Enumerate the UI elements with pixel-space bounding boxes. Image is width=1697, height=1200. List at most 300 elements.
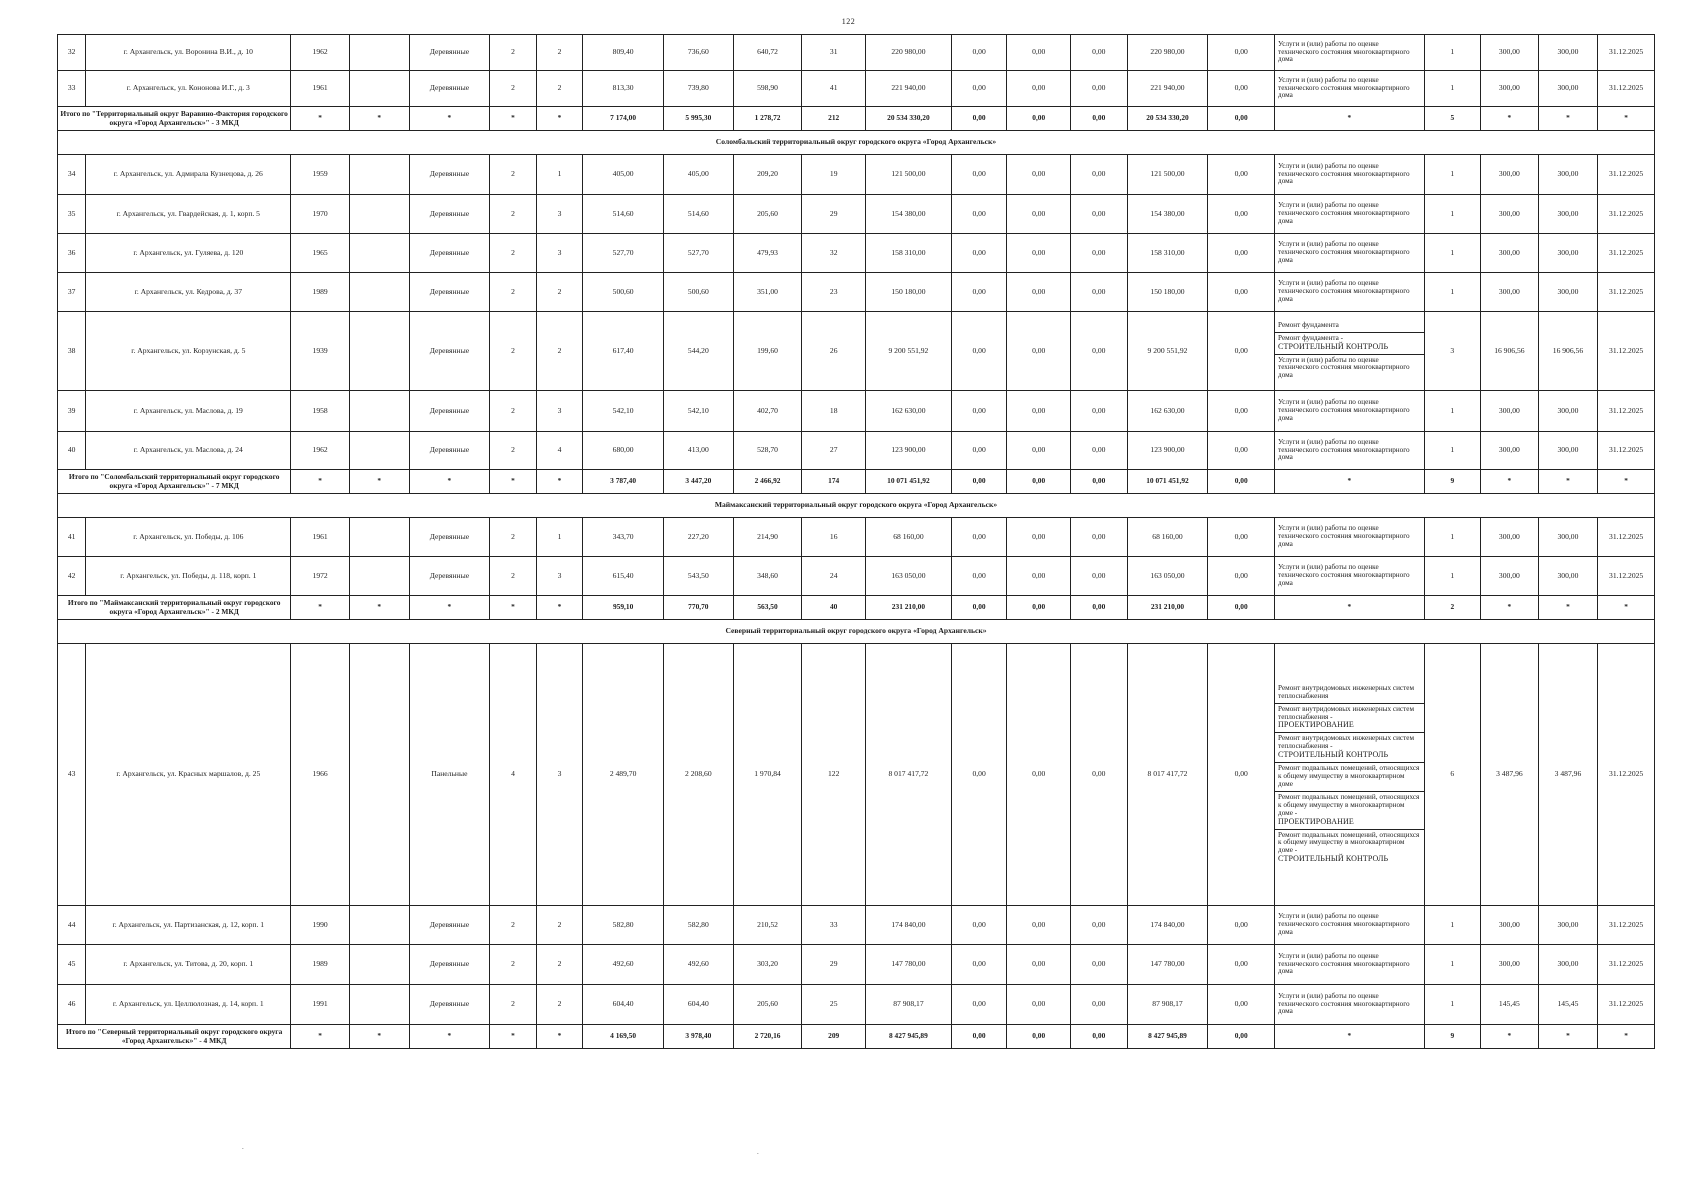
- cell-c3: 0,00: [1071, 234, 1128, 273]
- capital-repair-register-table: [57, 34, 1655, 1049]
- work-item: Услуги и (или) работы по оценке технического состояния многоквартирного дома: [1278, 912, 1410, 936]
- cell-floors: 2: [490, 155, 536, 195]
- cell-qty: 6: [1424, 644, 1481, 906]
- cell-date: 31.12.2025: [1598, 391, 1655, 432]
- total-works: *: [1275, 596, 1424, 620]
- cell-material: Панельные: [409, 644, 490, 906]
- cell-c2: 0,00: [1007, 35, 1071, 71]
- cell-a1: 604,40: [583, 985, 664, 1025]
- cell-n: 33: [58, 71, 86, 107]
- total-c1: 0,00: [951, 470, 1007, 494]
- total-c2: 0,00: [1007, 470, 1071, 494]
- cell-material: Деревянные: [409, 945, 490, 985]
- total-c4: 8 427 945,89: [1127, 1025, 1208, 1049]
- cell-unit1: 300,00: [1481, 518, 1539, 557]
- cell-a2: 492,60: [664, 945, 734, 985]
- cell-cost-total: 220 980,00: [866, 35, 952, 71]
- cell-c5: 0,00: [1208, 985, 1275, 1025]
- cell-floors: 2: [490, 195, 536, 234]
- cell-year2: [349, 71, 409, 107]
- cell-year2: [349, 644, 409, 906]
- cell-a2: 514,60: [664, 195, 734, 234]
- cell-cost-total: 150 180,00: [866, 273, 952, 312]
- work-item: Услуги и (или) работы по оценке технического состояния многоквартирного дома: [1278, 39, 1410, 64]
- cell-c1: 0,00: [951, 71, 1007, 107]
- cell-c4: 220 980,00: [1127, 35, 1208, 71]
- cell-qty: 1: [1424, 906, 1481, 945]
- work-item: Услуги и (или) работы по оценке технического состояния многоквартирного дома: [1278, 201, 1410, 225]
- cell-c2: 0,00: [1007, 906, 1071, 945]
- cell-c3: 0,00: [1071, 945, 1128, 985]
- total-qty: 9: [1424, 470, 1481, 494]
- cell-residents: 27: [802, 432, 866, 470]
- total-unit1: *: [1481, 107, 1539, 131]
- cell-date: 31.12.2025: [1598, 35, 1655, 71]
- table-row: [58, 234, 1655, 273]
- cell-date: 31.12.2025: [1598, 945, 1655, 985]
- cell-c3: 0,00: [1071, 432, 1128, 470]
- cell-material: Деревянные: [409, 273, 490, 312]
- district-section-header: [58, 494, 1655, 518]
- cell-qty: 1: [1424, 273, 1481, 312]
- works-list: [1275, 906, 1424, 945]
- cell-c4: 9 200 551,92: [1127, 312, 1208, 391]
- cell-floors: 2: [490, 71, 536, 107]
- cell-a2: 739,80: [664, 71, 734, 107]
- cell-a1: 343,70: [583, 518, 664, 557]
- total-star3: *: [409, 470, 490, 494]
- total-label: Итого по "Маймаксанский территориальный округ городского округа «Город Архангельск»" - 2 МКД: [58, 596, 291, 620]
- total-c4: 10 071 451,92: [1127, 470, 1208, 494]
- cell-residents: 25: [802, 985, 866, 1025]
- works-list: [1275, 985, 1424, 1025]
- cell-a1: 582,80: [583, 906, 664, 945]
- total-unit1: *: [1481, 596, 1539, 620]
- cell-c1: 0,00: [951, 391, 1007, 432]
- total-qty: 2: [1424, 596, 1481, 620]
- cell-unit1: 300,00: [1481, 391, 1539, 432]
- cell-address: г. Архангельск, ул. Гвардейская, д. 1, корп. 5: [86, 195, 291, 234]
- cell-year: 1959: [291, 155, 350, 195]
- total-unit1: *: [1481, 1025, 1539, 1049]
- table-row: [58, 985, 1655, 1025]
- total-a3: 1 278,72: [733, 107, 802, 131]
- cell-year2: [349, 312, 409, 391]
- cell-c3: 0,00: [1071, 557, 1128, 596]
- cell-unit2: 300,00: [1538, 195, 1598, 234]
- cell-c4: 221 940,00: [1127, 71, 1208, 107]
- cell-c5: 0,00: [1208, 273, 1275, 312]
- cell-c2: 0,00: [1007, 432, 1071, 470]
- cell-c4: 162 630,00: [1127, 391, 1208, 432]
- cell-c3: 0,00: [1071, 71, 1128, 107]
- cell-c1: 0,00: [951, 644, 1007, 906]
- total-star4: *: [490, 596, 536, 620]
- cell-entrances: 3: [536, 195, 582, 234]
- total-c5: 0,00: [1208, 596, 1275, 620]
- cell-entrances: 2: [536, 985, 582, 1025]
- cell-material: Деревянные: [409, 71, 490, 107]
- total-c4: 20 534 330,20: [1127, 107, 1208, 131]
- cell-year: 1961: [291, 518, 350, 557]
- cell-residents: 24: [802, 557, 866, 596]
- cell-cost-total: 8 017 417,72: [866, 644, 952, 906]
- cell-address: г. Архангельск, ул. Партизанская, д. 12, корп. 1: [86, 906, 291, 945]
- cell-unit1: 300,00: [1481, 155, 1539, 195]
- total-a1: 3 787,40: [583, 470, 664, 494]
- work-item: Ремонт подвальных помещений, относящихся к общему имуществу в многоквартирном доме: [1275, 763, 1423, 792]
- cell-year: 1990: [291, 906, 350, 945]
- cell-n: 44: [58, 906, 86, 945]
- table-row: [58, 71, 1655, 107]
- cell-c5: 0,00: [1208, 557, 1275, 596]
- cell-material: Деревянные: [409, 195, 490, 234]
- cell-year: 1939: [291, 312, 350, 391]
- total-star5: *: [536, 470, 582, 494]
- work-item: Ремонт внутридомовых инженерных систем теплоснабжения - СТРОИТЕЛЬНЫЙ КОНТРОЛЬ: [1275, 733, 1423, 763]
- table-row: [58, 945, 1655, 985]
- cell-qty: 1: [1424, 432, 1481, 470]
- work-item: Ремонт внутридомовых инженерных систем теплоснабжения: [1275, 683, 1423, 704]
- cell-n: 39: [58, 391, 86, 432]
- cell-entrances: 2: [536, 71, 582, 107]
- cell-a3: 303,20: [733, 945, 802, 985]
- cell-address: г. Архангельск, ул. Кононова И.Г., д. 3: [86, 71, 291, 107]
- cell-c2: 0,00: [1007, 71, 1071, 107]
- cell-cost-total: 174 840,00: [866, 906, 952, 945]
- cell-unit2: 145,45: [1538, 985, 1598, 1025]
- cell-n: 32: [58, 35, 86, 71]
- works-list: [1275, 234, 1424, 273]
- work-item: Ремонт фундамента - СТРОИТЕЛЬНЫЙ КОНТРОЛЬ: [1275, 333, 1423, 355]
- cell-a3: 479,93: [733, 234, 802, 273]
- cell-entrances: 1: [536, 518, 582, 557]
- cell-qty: 1: [1424, 195, 1481, 234]
- district-title: Маймаксанский территориальный округ городского округа «Город Архангельск»: [58, 494, 1655, 518]
- total-qty: 5: [1424, 107, 1481, 131]
- cell-date: 31.12.2025: [1598, 273, 1655, 312]
- cell-year2: [349, 432, 409, 470]
- cell-unit2: 300,00: [1538, 557, 1598, 596]
- total-unit2: *: [1538, 470, 1598, 494]
- cell-a1: 527,70: [583, 234, 664, 273]
- cell-address: г. Архангельск, ул. Целлюлозная, д. 14, корп. 1: [86, 985, 291, 1025]
- cell-entrances: 3: [536, 391, 582, 432]
- cell-unit1: 300,00: [1481, 557, 1539, 596]
- total-residents: 40: [802, 596, 866, 620]
- cell-year2: [349, 906, 409, 945]
- works-list: [1275, 195, 1424, 234]
- cell-address: г. Архангельск, ул. Гуляева, д. 120: [86, 234, 291, 273]
- work-item: Услуги и (или) работы по оценке технического состояния многоквартирного дома: [1278, 951, 1410, 976]
- cell-unit1: 300,00: [1481, 71, 1539, 107]
- cell-c1: 0,00: [951, 906, 1007, 945]
- district-title: Северный территориальный округ городского округа «Город Архангельск»: [58, 620, 1655, 644]
- works-list: [1275, 432, 1424, 470]
- work-item: Ремонт подвальных помещений, относящихся к общему имуществу в многоквартирном доме - СТРОИТЕЛЬНЫЙ КОНТРОЛЬ: [1278, 830, 1420, 864]
- cell-residents: 32: [802, 234, 866, 273]
- cell-n: 35: [58, 195, 86, 234]
- total-star2: *: [349, 107, 409, 131]
- cell-c1: 0,00: [951, 155, 1007, 195]
- total-star3: *: [409, 1025, 490, 1049]
- cell-material: Деревянные: [409, 906, 490, 945]
- cell-a3: 528,70: [733, 432, 802, 470]
- cell-a3: 205,60: [733, 195, 802, 234]
- cell-c5: 0,00: [1208, 195, 1275, 234]
- total-star4: *: [490, 1025, 536, 1049]
- total-star1: *: [291, 1025, 350, 1049]
- cell-n: 37: [58, 273, 86, 312]
- total-star3: *: [409, 596, 490, 620]
- cell-year2: [349, 985, 409, 1025]
- table-row: [58, 391, 1655, 432]
- cell-a1: 813,30: [583, 71, 664, 107]
- total-cost-total: 8 427 945,89: [866, 1025, 952, 1049]
- cell-c2: 0,00: [1007, 273, 1071, 312]
- work-item: Услуги и (или) работы по оценке технического состояния многоквартирного дома: [1278, 355, 1410, 380]
- total-star4: *: [490, 470, 536, 494]
- cell-date: 31.12.2025: [1598, 234, 1655, 273]
- cell-year: 1961: [291, 71, 350, 107]
- cell-a2: 527,70: [664, 234, 734, 273]
- cell-a2: 736,60: [664, 35, 734, 71]
- cell-qty: 1: [1424, 945, 1481, 985]
- work-item: Услуги и (или) работы по оценке технического состояния многоквартирного дома: [1278, 563, 1410, 587]
- total-star1: *: [291, 470, 350, 494]
- table-row: [58, 35, 1655, 71]
- cell-c3: 0,00: [1071, 35, 1128, 71]
- total-c1: 0,00: [951, 1025, 1007, 1049]
- total-star5: *: [536, 107, 582, 131]
- cell-entrances: 2: [536, 273, 582, 312]
- district-total-row: [58, 1025, 1655, 1049]
- total-a3: 563,50: [733, 596, 802, 620]
- cell-residents: 31: [802, 35, 866, 71]
- table-row: [58, 195, 1655, 234]
- cell-unit2: 300,00: [1538, 945, 1598, 985]
- cell-date: 31.12.2025: [1598, 906, 1655, 945]
- cell-floors: 2: [490, 312, 536, 391]
- work-item: Ремонт фундамента: [1275, 320, 1423, 333]
- cell-c3: 0,00: [1071, 391, 1128, 432]
- total-unit2: *: [1538, 107, 1598, 131]
- cell-material: Деревянные: [409, 35, 490, 71]
- cell-floors: 2: [490, 557, 536, 596]
- total-unit1: *: [1481, 470, 1539, 494]
- cell-n: 40: [58, 432, 86, 470]
- total-cost-total: 20 534 330,20: [866, 107, 952, 131]
- works-list: [1275, 71, 1424, 107]
- cell-material: Деревянные: [409, 557, 490, 596]
- cell-date: 31.12.2025: [1598, 518, 1655, 557]
- works-list: [1275, 518, 1424, 557]
- cell-qty: 1: [1424, 391, 1481, 432]
- total-a1: 7 174,00: [583, 107, 664, 131]
- cell-unit1: 300,00: [1481, 195, 1539, 234]
- cell-c3: 0,00: [1071, 155, 1128, 195]
- cell-floors: 2: [490, 518, 536, 557]
- cell-unit2: 300,00: [1538, 432, 1598, 470]
- cell-unit1: 300,00: [1481, 945, 1539, 985]
- cell-floors: 2: [490, 945, 536, 985]
- cell-c5: 0,00: [1208, 391, 1275, 432]
- cell-c1: 0,00: [951, 557, 1007, 596]
- cell-unit1: 16 906,56: [1481, 312, 1539, 391]
- cell-entrances: 4: [536, 432, 582, 470]
- work-item: Ремонт подвальных помещений, относящихся к общему имуществу в многоквартирном доме - ПРОЕКТИРОВАНИЕ: [1275, 792, 1423, 830]
- cell-entrances: 3: [536, 557, 582, 596]
- district-total-row: [58, 107, 1655, 131]
- cell-a2: 2 208,60: [664, 644, 734, 906]
- total-c3: 0,00: [1071, 1025, 1128, 1049]
- cell-qty: 1: [1424, 518, 1481, 557]
- cell-a2: 500,60: [664, 273, 734, 312]
- total-c5: 0,00: [1208, 470, 1275, 494]
- cell-c5: 0,00: [1208, 71, 1275, 107]
- district-total-row: [58, 470, 1655, 494]
- cell-unit2: 300,00: [1538, 906, 1598, 945]
- cell-cost-total: 163 050,00: [866, 557, 952, 596]
- cell-n: 36: [58, 234, 86, 273]
- total-date: *: [1598, 596, 1655, 620]
- cell-a3: 1 970,84: [733, 644, 802, 906]
- cell-a2: 227,20: [664, 518, 734, 557]
- cell-c3: 0,00: [1071, 273, 1128, 312]
- cell-year2: [349, 155, 409, 195]
- cell-residents: 33: [802, 906, 866, 945]
- work-item: Ремонт внутридомовых инженерных систем теплоснабжения - ПРОЕКТИРОВАНИЕ: [1275, 704, 1423, 734]
- cell-material: Деревянные: [409, 312, 490, 391]
- district-total-row: [58, 596, 1655, 620]
- cell-n: 46: [58, 985, 86, 1025]
- total-works: *: [1275, 470, 1424, 494]
- total-star1: *: [291, 107, 350, 131]
- total-c2: 0,00: [1007, 596, 1071, 620]
- cell-date: 31.12.2025: [1598, 557, 1655, 596]
- district-title: Соломбальский территориальный округ городского округа «Город Архангельск»: [58, 131, 1655, 155]
- cell-year: 1958: [291, 391, 350, 432]
- cell-cost-total: 123 900,00: [866, 432, 952, 470]
- total-c1: 0,00: [951, 107, 1007, 131]
- works-list: [1275, 391, 1424, 432]
- cell-date: 31.12.2025: [1598, 155, 1655, 195]
- cell-a1: 2 489,70: [583, 644, 664, 906]
- cell-c4: 123 900,00: [1127, 432, 1208, 470]
- cell-a2: 544,20: [664, 312, 734, 391]
- cell-floors: 2: [490, 906, 536, 945]
- total-date: *: [1598, 470, 1655, 494]
- cell-year: 1970: [291, 195, 350, 234]
- cell-c4: 147 780,00: [1127, 945, 1208, 985]
- cell-entrances: 3: [536, 234, 582, 273]
- total-date: *: [1598, 1025, 1655, 1049]
- work-item: Услуги и (или) работы по оценке технического состояния многоквартирного дома: [1278, 161, 1410, 186]
- work-item: Услуги и (или) работы по оценке технического состояния многоквартирного дома: [1278, 437, 1410, 462]
- total-star3: *: [409, 107, 490, 131]
- total-c5: 0,00: [1208, 107, 1275, 131]
- cell-unit1: 300,00: [1481, 35, 1539, 71]
- district-section-header: [58, 620, 1655, 644]
- cell-cost-total: 158 310,00: [866, 234, 952, 273]
- cell-c2: 0,00: [1007, 557, 1071, 596]
- cell-c1: 0,00: [951, 195, 1007, 234]
- cell-a1: 500,60: [583, 273, 664, 312]
- cell-date: 31.12.2025: [1598, 644, 1655, 906]
- cell-cost-total: 121 500,00: [866, 155, 952, 195]
- cell-a3: 205,60: [733, 985, 802, 1025]
- table-row: [58, 432, 1655, 470]
- total-cost-total: 231 210,00: [866, 596, 952, 620]
- cell-c5: 0,00: [1208, 155, 1275, 195]
- cell-c1: 0,00: [951, 985, 1007, 1025]
- cell-unit2: 300,00: [1538, 518, 1598, 557]
- cell-c2: 0,00: [1007, 155, 1071, 195]
- total-a1: 4 169,50: [583, 1025, 664, 1049]
- cell-year: 1962: [291, 432, 350, 470]
- cell-material: Деревянные: [409, 985, 490, 1025]
- cell-date: 31.12.2025: [1598, 195, 1655, 234]
- cell-year2: [349, 35, 409, 71]
- cell-c3: 0,00: [1071, 906, 1128, 945]
- cell-entrances: 1: [536, 155, 582, 195]
- cell-unit2: 16 906,56: [1538, 312, 1598, 391]
- table-row: [58, 906, 1655, 945]
- cell-unit1: 145,45: [1481, 985, 1539, 1025]
- cell-c5: 0,00: [1208, 518, 1275, 557]
- table-row: [58, 312, 1655, 391]
- cell-a3: 199,60: [733, 312, 802, 391]
- cell-cost-total: 162 630,00: [866, 391, 952, 432]
- table-row: [58, 155, 1655, 195]
- total-a1: 959,10: [583, 596, 664, 620]
- cell-residents: 41: [802, 71, 866, 107]
- works-list: [1275, 557, 1424, 596]
- total-works: *: [1275, 1025, 1424, 1049]
- cell-date: 31.12.2025: [1598, 71, 1655, 107]
- cell-date: 31.12.2025: [1598, 312, 1655, 391]
- cell-a1: 405,00: [583, 155, 664, 195]
- cell-qty: 1: [1424, 985, 1481, 1025]
- cell-c3: 0,00: [1071, 985, 1128, 1025]
- cell-year: 1962: [291, 35, 350, 71]
- cell-address: г. Архангельск, ул. Кедрова, д. 37: [86, 273, 291, 312]
- cell-address: г. Архангельск, ул. Адмирала Кузнецова, д. 26: [86, 155, 291, 195]
- cell-c1: 0,00: [951, 234, 1007, 273]
- cell-floors: 4: [490, 644, 536, 906]
- total-star4: *: [490, 107, 536, 131]
- total-star1: *: [291, 596, 350, 620]
- cell-a1: 615,40: [583, 557, 664, 596]
- cell-year: 1989: [291, 273, 350, 312]
- total-qty: 9: [1424, 1025, 1481, 1049]
- cell-floors: 2: [490, 391, 536, 432]
- total-a3: 2 466,92: [733, 470, 802, 494]
- cell-floors: 2: [490, 985, 536, 1025]
- cell-material: Деревянные: [409, 391, 490, 432]
- total-c2: 0,00: [1007, 107, 1071, 131]
- cell-c3: 0,00: [1071, 518, 1128, 557]
- works-list: [1275, 644, 1424, 906]
- cell-a1: 617,40: [583, 312, 664, 391]
- cell-a1: 680,00: [583, 432, 664, 470]
- cell-unit1: 3 487,96: [1481, 644, 1539, 906]
- table-row: [58, 644, 1655, 906]
- cell-a2: 543,50: [664, 557, 734, 596]
- cell-n: 42: [58, 557, 86, 596]
- cell-address: г. Архангельск, ул. Титова, д. 20, корп. 1: [86, 945, 291, 985]
- total-label: Итого по "Территориальный округ Варавино-Фактория городского округа «Город Архангельск»" - 3 МКД: [58, 107, 291, 131]
